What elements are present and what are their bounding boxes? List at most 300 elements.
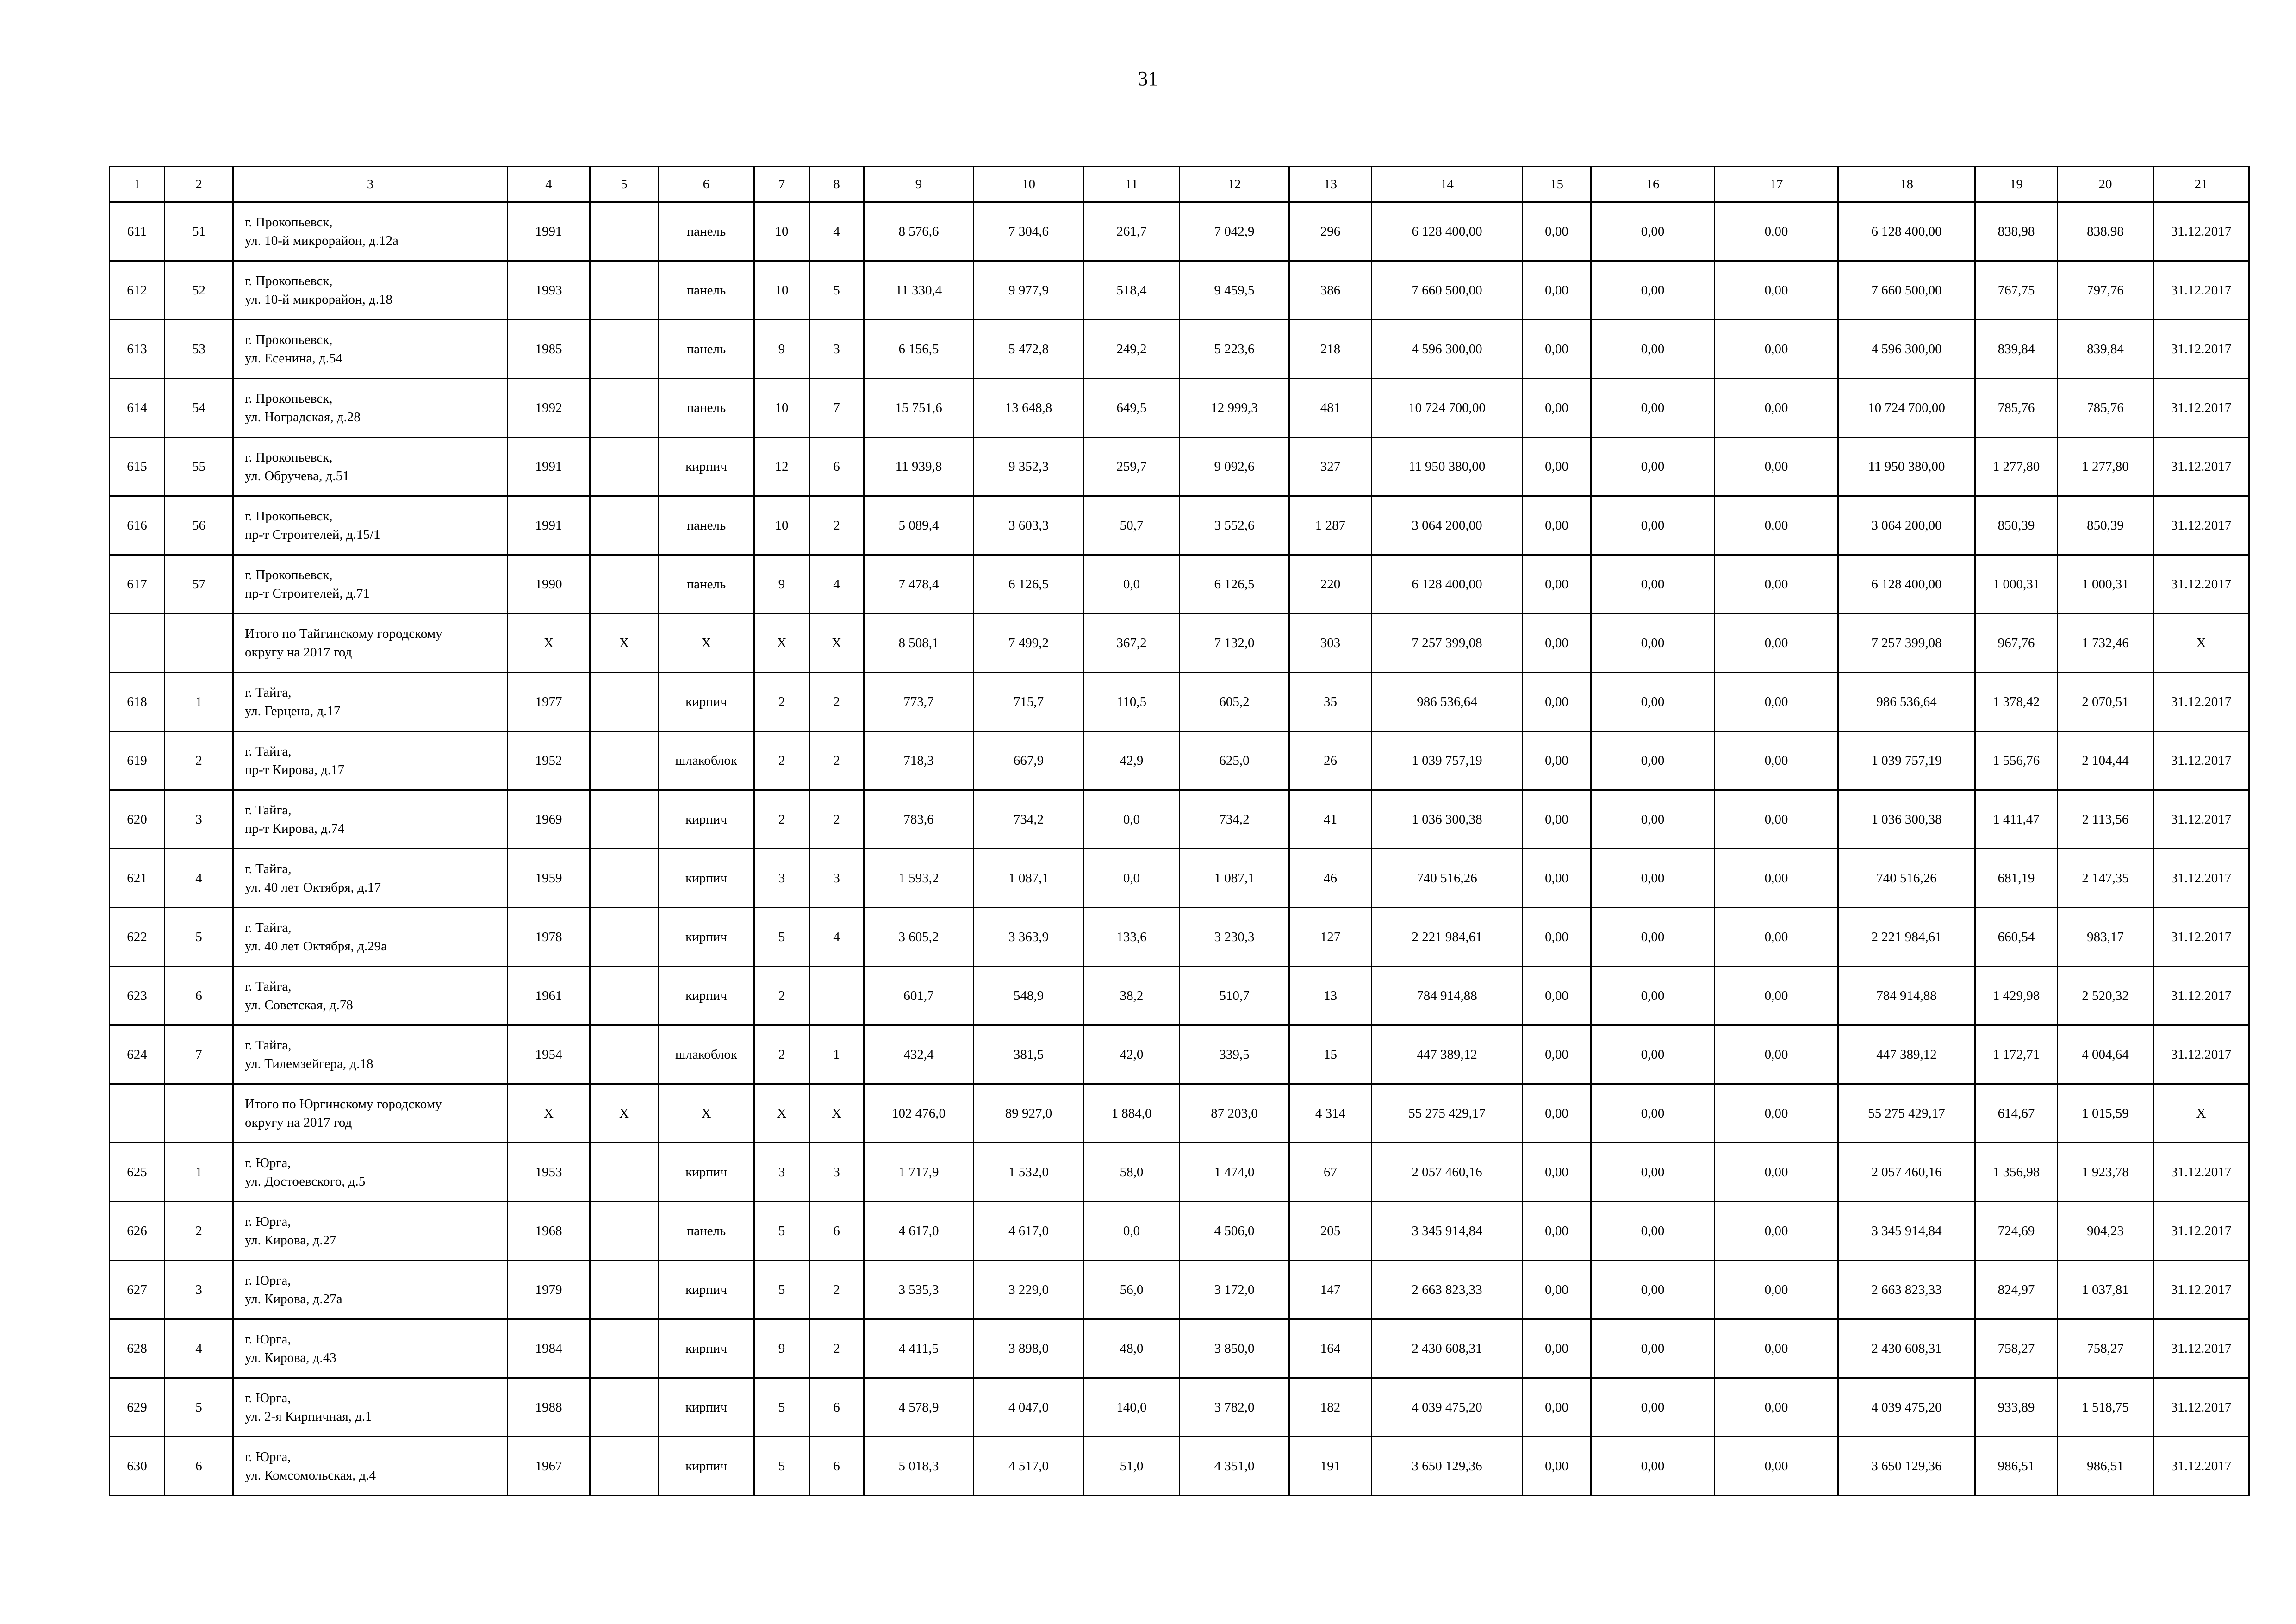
cell-col-13: 296 [1289,202,1372,261]
address-line-1: г. Прокопьевск, [245,391,333,406]
cell-col-7: 3 [754,849,809,908]
cell-col-5: X [590,614,659,673]
cell-col-2: 56 [165,496,233,555]
cell-col-14: 7 257 399,08 [1372,614,1523,673]
cell-col-4: 1978 [508,908,590,967]
column-number-cell: 12 [1180,167,1289,202]
cell-col-6: панель [659,1202,754,1261]
cell-col-5 [590,1025,659,1084]
cell-col-21: 31.12.2017 [2153,1437,2249,1496]
cell-col-21: 31.12.2017 [2153,261,2249,320]
cell-col-9: 718,3 [864,731,974,790]
cell-col-15: 0,00 [1523,673,1591,731]
cell-col-1: 630 [110,1437,165,1496]
housing-register-table [109,166,2250,1496]
cell-col-10: 4 517,0 [974,1437,1084,1496]
cell-col-16: 0,00 [1591,790,1715,849]
cell-col-8: 6 [809,1437,864,1496]
cell-col-13: 127 [1289,908,1372,967]
cell-col-12: 339,5 [1180,1025,1289,1084]
cell-col-13: 327 [1289,437,1372,496]
cell-col-20: 904,23 [2058,1202,2153,1261]
cell-col-17: 0,00 [1715,1319,1838,1378]
cell-col-16: 0,00 [1591,437,1715,496]
cell-col-4: X [508,1084,590,1143]
cell-col-12: 7 132,0 [1180,614,1289,673]
cell-col-8: 6 [809,1202,864,1261]
cell-col-5 [590,437,659,496]
address-cell [233,908,508,967]
address-line-1: г. Тайга, [245,920,292,935]
cell-col-6: кирпич [659,849,754,908]
address-cell [233,379,508,437]
cell-col-10: 4 047,0 [974,1378,1084,1437]
cell-col-10: 6 126,5 [974,555,1084,614]
cell-col-11: 50,7 [1084,496,1180,555]
cell-col-19: 1 172,71 [1975,1025,2058,1084]
cell-col-15: 0,00 [1523,967,1591,1025]
address-line-1: г. Юрга, [245,1449,291,1464]
cell-col-1: 614 [110,379,165,437]
cell-col-7: 5 [754,1378,809,1437]
cell-col-15: 0,00 [1523,320,1591,379]
cell-col-9: 4 617,0 [864,1202,974,1261]
column-number-row [110,167,2249,202]
cell-col-11: 140,0 [1084,1378,1180,1437]
cell-col-10: 3 229,0 [974,1261,1084,1319]
cell-col-2: 6 [165,1437,233,1496]
cell-col-18: 3 345 914,84 [1838,1202,1975,1261]
address-cell [233,1025,508,1084]
cell-col-10: 4 617,0 [974,1202,1084,1261]
cell-col-4: 1954 [508,1025,590,1084]
cell-col-7: 2 [754,731,809,790]
cell-col-10: 9 352,3 [974,437,1084,496]
cell-col-17: 0,00 [1715,1261,1838,1319]
cell-col-11: 649,5 [1084,379,1180,437]
cell-col-7: 10 [754,202,809,261]
cell-col-19: 986,51 [1975,1437,2058,1496]
cell-col-13: 182 [1289,1378,1372,1437]
cell-col-18: 7 660 500,00 [1838,261,1975,320]
table-row [110,967,2249,1025]
cell-col-19: 1 429,98 [1975,967,2058,1025]
cell-col-18: 986 536,64 [1838,673,1975,731]
cell-col-21: 31.12.2017 [2153,967,2249,1025]
cell-col-17: 0,00 [1715,320,1838,379]
table-row [110,731,2249,790]
cell-col-2: 2 [165,1202,233,1261]
cell-col-19: 933,89 [1975,1378,2058,1437]
cell-col-12: 6 126,5 [1180,555,1289,614]
cell-col-15: 0,00 [1523,1202,1591,1261]
cell-col-5 [590,1261,659,1319]
cell-col-16: 0,00 [1591,320,1715,379]
cell-col-21: 31.12.2017 [2153,555,2249,614]
cell-col-13: 205 [1289,1202,1372,1261]
cell-col-21: 31.12.2017 [2153,790,2249,849]
table-row [110,790,2249,849]
cell-col-4: 1961 [508,967,590,1025]
cell-col-6: кирпич [659,790,754,849]
cell-col-17: 0,00 [1715,1084,1838,1143]
cell-col-16: 0,00 [1591,849,1715,908]
cell-col-14: 986 536,64 [1372,673,1523,731]
cell-col-5: X [590,1084,659,1143]
cell-col-10: 13 648,8 [974,379,1084,437]
address-line-1: г. Прокопьевск, [245,274,333,288]
cell-col-18: 55 275 429,17 [1838,1084,1975,1143]
address-line-1: г. Юрга, [245,1332,291,1347]
address-cell [233,849,508,908]
cell-col-8: 3 [809,849,864,908]
cell-col-11: 0,0 [1084,555,1180,614]
cell-col-12: 3 850,0 [1180,1319,1289,1378]
subtotal-row [110,614,2249,673]
cell-col-20: 1 277,80 [2058,437,2153,496]
cell-col-15: 0,00 [1523,614,1591,673]
cell-col-11: 110,5 [1084,673,1180,731]
cell-col-19: 724,69 [1975,1202,2058,1261]
cell-col-4: 1988 [508,1378,590,1437]
cell-col-12: 734,2 [1180,790,1289,849]
cell-col-6: панель [659,261,754,320]
column-number-cell: 6 [659,167,754,202]
cell-col-12: 625,0 [1180,731,1289,790]
cell-col-16: 0,00 [1591,967,1715,1025]
cell-col-20: 2 520,32 [2058,967,2153,1025]
cell-col-17: 0,00 [1715,555,1838,614]
cell-col-18: 10 724 700,00 [1838,379,1975,437]
column-number-cell: 14 [1372,167,1523,202]
cell-col-7: 5 [754,1261,809,1319]
cell-col-20: 1 518,75 [2058,1378,2153,1437]
column-number-cell: 7 [754,167,809,202]
cell-col-16: 0,00 [1591,1437,1715,1496]
address-cell [233,1319,508,1378]
cell-col-6: панель [659,320,754,379]
cell-col-6: панель [659,202,754,261]
cell-col-2 [165,614,233,673]
table-row [110,555,2249,614]
cell-col-14: 11 950 380,00 [1372,437,1523,496]
cell-col-13: 191 [1289,1437,1372,1496]
cell-col-10: 5 472,8 [974,320,1084,379]
cell-col-12: 3 782,0 [1180,1378,1289,1437]
cell-col-16: 0,00 [1591,1202,1715,1261]
address-line-2: ул. Советская, д.78 [245,998,353,1012]
cell-col-17: 0,00 [1715,1378,1838,1437]
cell-col-13: 35 [1289,673,1372,731]
address-line-1: г. Юрга, [245,1214,291,1229]
table-row [110,1202,2249,1261]
cell-col-7: 2 [754,673,809,731]
cell-col-1: 629 [110,1378,165,1437]
cell-col-9: 773,7 [864,673,974,731]
cell-col-1 [110,614,165,673]
address-line-1: г. Прокопьевск, [245,509,333,524]
address-cell [233,1437,508,1496]
address-cell [233,261,508,320]
cell-col-2: 2 [165,731,233,790]
cell-col-1: 622 [110,908,165,967]
cell-col-17: 0,00 [1715,1025,1838,1084]
cell-col-2: 6 [165,967,233,1025]
cell-col-14: 55 275 429,17 [1372,1084,1523,1143]
address-line-2: ул. Кирова, д.43 [245,1350,336,1365]
cell-col-17: 0,00 [1715,202,1838,261]
cell-col-6: шлакоблок [659,731,754,790]
cell-col-14: 7 660 500,00 [1372,261,1523,320]
cell-col-6: кирпич [659,673,754,731]
cell-col-12: 9 459,5 [1180,261,1289,320]
cell-col-19: 1 356,98 [1975,1143,2058,1202]
cell-col-15: 0,00 [1523,908,1591,967]
cell-col-11: 38,2 [1084,967,1180,1025]
cell-col-11: 56,0 [1084,1261,1180,1319]
cell-col-11: 367,2 [1084,614,1180,673]
cell-col-4: 1959 [508,849,590,908]
cell-col-8: 7 [809,379,864,437]
cell-col-5 [590,673,659,731]
cell-col-20: 838,98 [2058,202,2153,261]
cell-col-6: кирпич [659,1261,754,1319]
cell-col-12: 12 999,3 [1180,379,1289,437]
cell-col-9: 7 478,4 [864,555,974,614]
cell-col-11: 0,0 [1084,849,1180,908]
address-line-1: г. Прокопьевск, [245,450,333,465]
cell-col-8: 1 [809,1025,864,1084]
cell-col-2: 4 [165,849,233,908]
cell-col-4: 1992 [508,379,590,437]
address-line-1: г. Прокопьевск, [245,215,333,230]
cell-col-2: 53 [165,320,233,379]
cell-col-16: 0,00 [1591,261,1715,320]
table-row [110,1437,2249,1496]
address-line-2: округу на 2017 год [245,645,352,660]
cell-col-9: 15 751,6 [864,379,974,437]
cell-col-8: 2 [809,496,864,555]
cell-col-7: X [754,614,809,673]
cell-col-5 [590,261,659,320]
cell-col-7: 5 [754,908,809,967]
address-line-1: г. Тайга, [245,979,292,994]
cell-col-10: 548,9 [974,967,1084,1025]
cell-col-15: 0,00 [1523,261,1591,320]
column-number-cell: 4 [508,167,590,202]
cell-col-4: 1969 [508,790,590,849]
cell-col-2: 55 [165,437,233,496]
column-number-cell: 1 [110,167,165,202]
cell-col-9: 6 156,5 [864,320,974,379]
cell-col-21: 31.12.2017 [2153,202,2249,261]
address-line-2: пр-т Кирова, д.74 [245,821,345,836]
cell-col-15: 0,00 [1523,1084,1591,1143]
cell-col-14: 784 914,88 [1372,967,1523,1025]
cell-col-11: 48,0 [1084,1319,1180,1378]
cell-col-1: 615 [110,437,165,496]
cell-col-2: 3 [165,790,233,849]
cell-col-2: 5 [165,908,233,967]
address-line-1: г. Прокопьевск, [245,332,333,347]
cell-col-7: 9 [754,320,809,379]
cell-col-9: 102 476,0 [864,1084,974,1143]
cell-col-14: 2 663 823,33 [1372,1261,1523,1319]
cell-col-21: 31.12.2017 [2153,1319,2249,1378]
cell-col-16: 0,00 [1591,1143,1715,1202]
cell-col-14: 740 516,26 [1372,849,1523,908]
cell-col-6: панель [659,555,754,614]
cell-col-14: 6 128 400,00 [1372,555,1523,614]
cell-col-18: 6 128 400,00 [1838,202,1975,261]
cell-col-20: 2 070,51 [2058,673,2153,731]
cell-col-15: 0,00 [1523,731,1591,790]
cell-col-6: панель [659,379,754,437]
cell-col-5 [590,379,659,437]
cell-col-14: 2 430 608,31 [1372,1319,1523,1378]
cell-col-6: кирпич [659,1437,754,1496]
address-cell [233,555,508,614]
table-body [110,167,2249,1496]
cell-col-5 [590,1319,659,1378]
cell-col-14: 447 389,12 [1372,1025,1523,1084]
address-line-2: ул. Тилемзейгера, д.18 [245,1056,373,1071]
cell-col-6: кирпич [659,1319,754,1378]
cell-col-12: 4 506,0 [1180,1202,1289,1261]
cell-col-21: X [2153,614,2249,673]
address-cell [233,1378,508,1437]
cell-col-7: X [754,1084,809,1143]
cell-col-8: 4 [809,202,864,261]
cell-col-12: 510,7 [1180,967,1289,1025]
address-line-2: ул. Есенина, д.54 [245,351,342,366]
cell-col-11: 1 884,0 [1084,1084,1180,1143]
cell-col-19: 1 000,31 [1975,555,2058,614]
address-line-2: ул. Комсомольская, д.4 [245,1468,376,1483]
cell-col-7: 2 [754,790,809,849]
cell-col-6: панель [659,496,754,555]
cell-col-15: 0,00 [1523,555,1591,614]
cell-col-8: 4 [809,555,864,614]
cell-col-16: 0,00 [1591,1025,1715,1084]
cell-col-15: 0,00 [1523,496,1591,555]
cell-col-17: 0,00 [1715,731,1838,790]
cell-col-13: 386 [1289,261,1372,320]
column-number-cell: 18 [1838,167,1975,202]
cell-col-12: 7 042,9 [1180,202,1289,261]
cell-col-12: 4 351,0 [1180,1437,1289,1496]
cell-col-20: 1 000,31 [2058,555,2153,614]
cell-col-1: 623 [110,967,165,1025]
cell-col-4: 1991 [508,202,590,261]
cell-col-6: X [659,1084,754,1143]
cell-col-20: 785,76 [2058,379,2153,437]
cell-col-9: 1 593,2 [864,849,974,908]
cell-col-6: кирпич [659,908,754,967]
address-line-2: ул. Кирова, д.27а [245,1292,342,1306]
cell-col-13: 220 [1289,555,1372,614]
cell-col-4: 1979 [508,1261,590,1319]
cell-col-12: 3 172,0 [1180,1261,1289,1319]
address-line-1: г. Тайга, [245,803,292,818]
cell-col-19: 1 556,76 [1975,731,2058,790]
address-line-1: Итого по Тайгинскому городскому [245,626,442,641]
table-row [110,1025,2249,1084]
cell-col-20: 758,27 [2058,1319,2153,1378]
cell-col-10: 1 087,1 [974,849,1084,908]
address-line-1: г. Тайга, [245,862,292,876]
address-line-1: г. Тайга, [245,685,292,700]
cell-col-4: 1991 [508,437,590,496]
cell-col-1: 616 [110,496,165,555]
cell-col-8: 5 [809,261,864,320]
cell-col-7: 5 [754,1202,809,1261]
cell-col-9: 783,6 [864,790,974,849]
cell-col-12: 5 223,6 [1180,320,1289,379]
cell-col-4: 1991 [508,496,590,555]
cell-col-10: 715,7 [974,673,1084,731]
subtotal-row [110,1084,2249,1143]
cell-col-19: 1 411,47 [1975,790,2058,849]
cell-col-20: 986,51 [2058,1437,2153,1496]
cell-col-9: 432,4 [864,1025,974,1084]
cell-col-7: 3 [754,1143,809,1202]
address-line-2: ул. Ноградская, д.28 [245,410,361,425]
cell-col-2: 4 [165,1319,233,1378]
cell-col-13: 147 [1289,1261,1372,1319]
address-line-2: ул. Герцена, д.17 [245,704,341,718]
cell-col-20: 850,39 [2058,496,2153,555]
cell-col-8: 3 [809,1143,864,1202]
cell-col-9: 8 508,1 [864,614,974,673]
cell-col-16: 0,00 [1591,614,1715,673]
cell-col-18: 1 036 300,38 [1838,790,1975,849]
table-row [110,849,2249,908]
cell-col-21: 31.12.2017 [2153,1025,2249,1084]
cell-col-9: 4 411,5 [864,1319,974,1378]
address-line-2: ул. Обручева, д.51 [245,468,349,483]
cell-col-6: кирпич [659,967,754,1025]
table-row [110,202,2249,261]
column-number-cell: 15 [1523,167,1591,202]
cell-col-1: 612 [110,261,165,320]
cell-col-20: 1 015,59 [2058,1084,2153,1143]
cell-col-15: 0,00 [1523,379,1591,437]
table-row [110,379,2249,437]
cell-col-18: 7 257 399,08 [1838,614,1975,673]
cell-col-1: 628 [110,1319,165,1378]
cell-col-6: шлакоблок [659,1025,754,1084]
cell-col-1: 624 [110,1025,165,1084]
cell-col-7: 5 [754,1437,809,1496]
cell-col-1: 611 [110,202,165,261]
cell-col-7: 10 [754,261,809,320]
cell-col-13: 26 [1289,731,1372,790]
cell-col-11: 42,0 [1084,1025,1180,1084]
cell-col-5 [590,790,659,849]
cell-col-9: 11 939,8 [864,437,974,496]
cell-col-8: 2 [809,731,864,790]
cell-col-12: 9 092,6 [1180,437,1289,496]
address-line-1: г. Тайга, [245,744,292,759]
cell-col-16: 0,00 [1591,1084,1715,1143]
cell-col-20: 983,17 [2058,908,2153,967]
cell-col-18: 3 650 129,36 [1838,1437,1975,1496]
cell-col-21: 31.12.2017 [2153,320,2249,379]
address-line-1: г. Юрга, [245,1273,291,1288]
cell-col-10: 9 977,9 [974,261,1084,320]
cell-col-6: X [659,614,754,673]
